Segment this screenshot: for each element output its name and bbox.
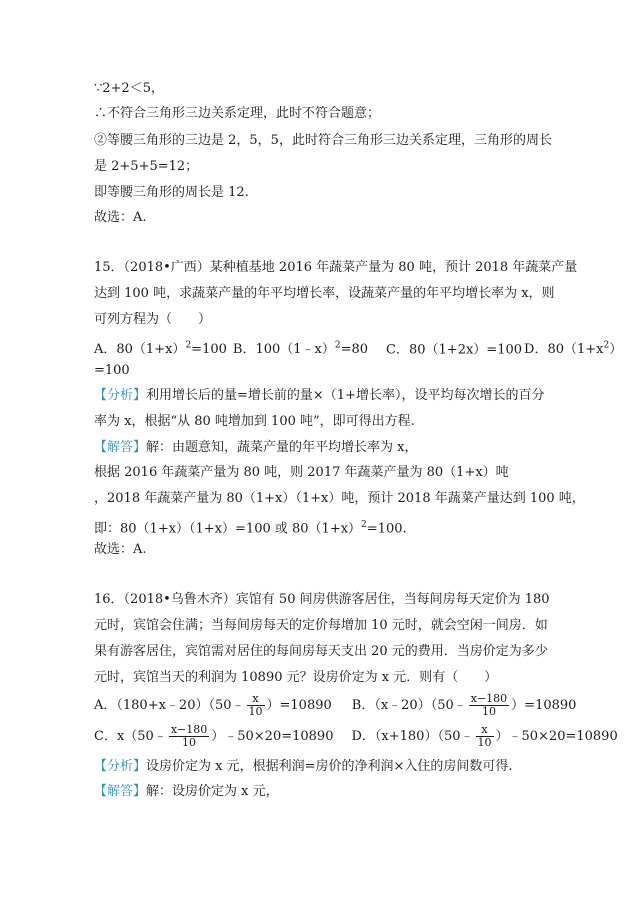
q15-analysis-line-2: 率为 x，根据“从 80 吨增加到 100 吨”，即可得出方程. bbox=[94, 414, 415, 429]
prev-line-5: 即等腰三角形的周长是 12. bbox=[94, 185, 249, 200]
q15-stem-line-3: 可列方程为（ ） bbox=[94, 312, 212, 327]
q16-stem-line-2: 元时，宾馆会住满；当每间房每天的定价每增加 10 元时，就会空闲一间房．如 bbox=[94, 618, 548, 633]
prev-line-1: ∵2+2＜5， bbox=[94, 81, 164, 96]
q16-options-ab bbox=[94, 693, 576, 719]
analysis-tag: 【分析】 bbox=[94, 388, 147, 403]
q16-option-b: B．（x﹣20）（50﹣ $\frac{x-180}{10}$ ）=10890 bbox=[351, 692, 577, 718]
q16-analysis-line-1: 【分析】设房价定为 x 元，根据利润=房价的净利润×入住的房间数可得. bbox=[94, 759, 513, 774]
q16-stem-line-3: 果有游客居住，宾馆需对居住的每间房每天支出 20 元的费用．当房价定为多少 bbox=[94, 644, 548, 659]
q15-analysis-line-1: 【分析】利用增长后的量=增长前的量×（1+增长率），设平均每次增长的百分 bbox=[94, 388, 545, 403]
analysis-tag: 【分析】 bbox=[94, 759, 147, 774]
q15-option-d-cont: =100 bbox=[94, 363, 130, 378]
fraction: $\frac{x}{10}$ bbox=[248, 692, 263, 718]
q15-choice: 故选：A. bbox=[94, 542, 147, 557]
q15-option-a: A．$80(1+x)^2=100$ bbox=[94, 341, 227, 358]
prev-line-4: 是 2+5+5=12； bbox=[94, 159, 199, 174]
answer-tag: 【解答】 bbox=[94, 784, 147, 799]
q15-options bbox=[94, 338, 622, 358]
q16-stem-line-4: 元时，宾馆当天的利润为 10890 元？设房价定为 x 元．则有（ ） bbox=[94, 670, 498, 685]
answer-tag: 【解答】 bbox=[94, 440, 147, 455]
prev-line-3: ②等腰三角形的三边是 2，5，5，此时符合三角形三边关系定理，三角形的周长 bbox=[94, 133, 552, 148]
fraction: $\frac{x}{10}$ bbox=[477, 723, 492, 749]
prev-line-2: ∴不符合三角形三边关系定理，此时不符合题意； bbox=[94, 106, 381, 121]
q16-options-cd bbox=[94, 724, 618, 750]
fraction: $\frac{x-180}{10}$ bbox=[470, 692, 508, 718]
q15-answer-line-2: 根据 2016 年蔬菜产量为 80 吨，则 2017 年蔬菜产量为 80（1+x）吨 bbox=[94, 465, 509, 480]
q15-option-d: D．$80(1+x^2)$ bbox=[524, 341, 623, 358]
q15-stem-line-2: 达到 100 吨，求蔬菜产量的年平均增长率，设蔬菜产量的年平均增长率为 x，则 bbox=[94, 286, 555, 301]
q15-answer-line-3: ，2018 年蔬菜产量为 80（1+x）（1+x）吨，预计 2018 年蔬菜产量达到 100 吨， bbox=[94, 491, 585, 506]
q16-option-c: C．x（50﹣ $\frac{x-180}{10}$ ）﹣50×20=10890 bbox=[94, 723, 334, 749]
q16-answer-line-1: 【解答】解：设房价定为 x 元， bbox=[94, 784, 279, 799]
q15-answer-line-1: 【解答】解：由题意知，蔬菜产量的年平均增长率为 x， bbox=[94, 440, 418, 455]
q16-option-a: A．（180+x﹣20）（50﹣ $\frac{x}{10}$ ）=10890 bbox=[94, 692, 332, 718]
q15-stem-line-1: 15．（2018•广西）某种植基地 2016 年蔬菜产量为 80 吨，预计 2018 年蔬菜产量 bbox=[94, 260, 578, 275]
q15-option-b: B．100（1﹣x）$^2$=80 bbox=[232, 341, 369, 358]
fraction: $\frac{x-180}{10}$ bbox=[170, 723, 208, 749]
q15-answer-line-4: 即：80（1+x）（1+x）=100 或 $80(1+x)^2=100$. bbox=[94, 520, 407, 537]
prev-line-6: 故选：A. bbox=[94, 210, 147, 225]
q15-option-c: C．80（1+2x）=100 bbox=[386, 342, 523, 358]
q16-option-d: D．（x+180）（50﹣ $\frac{x}{10}$ ）﹣50×20=10890 bbox=[351, 723, 618, 749]
q16-stem-line-1: 16．（2018•乌鲁木齐）宾馆有 50 间房供游客居住，当每间房每天定价为 180 bbox=[94, 592, 550, 607]
